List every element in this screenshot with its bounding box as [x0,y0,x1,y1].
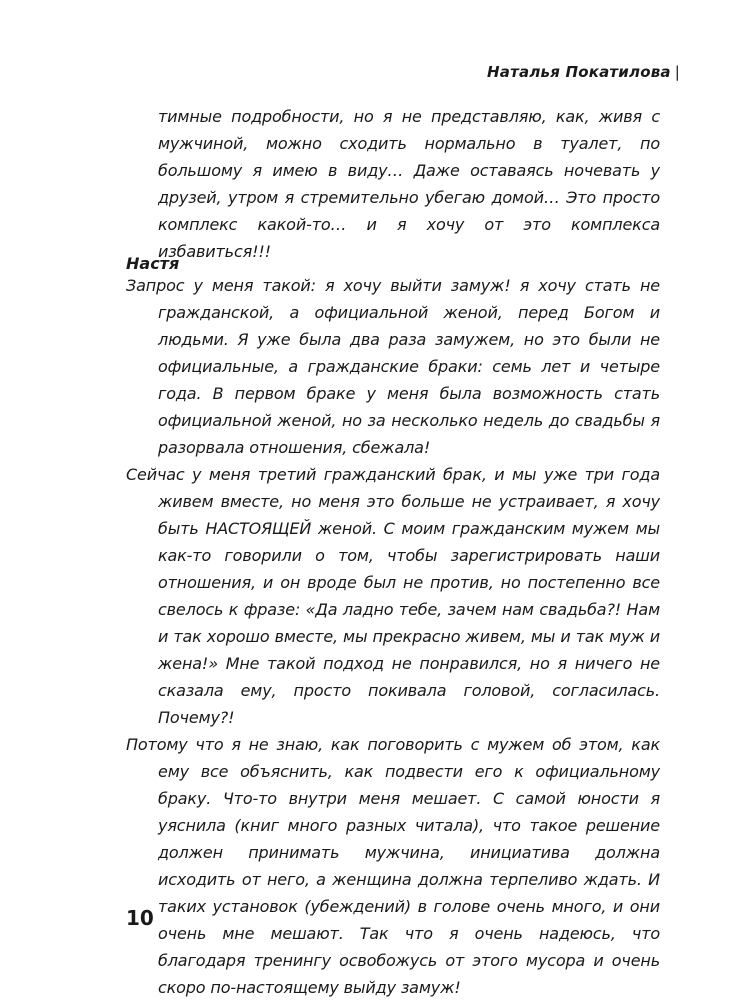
paragraph-2: Сейчас у меня третий гражданский брак, и мы уже три года живем вместе, но меня это больше не устраивает, я хочу быть НАСТОЯЩЕЙ женой. С моим гражданским мужем мы как-то говорили о том, чтобы зарегистрировать наши отношения, и он вроде был не против, но постепенно все свелось к фразе: «Да ладно тебе, зачем нам свадьба?! Нам и так хорошо вместе, мы прекрасно живем, мы и так муж и жена!» Мне такой подход не понравился, но я ничего не сказала ему, просто покивала головой, согласилась. Почему?! [126,465,660,727]
paragraph-3: Потому что я не знаю, как поговорить с мужем об этом, как ему все объяснить, как подвести его к официальному браку. Что-то внутри меня мешает. С самой юности я уяснила (книг много разных читала), что такое решение должен принимать мужчина, инициатива должна исходить от него, а женщина должна терпеливо ждать. И таких установок (убеждений) в голове очень много, и они очень мне мешают. Так что я очень надеюсь, что благодаря тренингу освобожусь от этого мусора и очень скоро по-настоящему выйду замуж! [126,735,660,997]
continuation-paragraph: тимные подробности, но я не представляю, как, живя с мужчиной, можно сходить нормально в туалет, по большому я имею в виду… Даже оставаясь ночевать у друзей, утром я стремительно убегаю домой… Это просто комплекс какой-то… и я хочу от это комплекса избавиться!!! [158,107,660,261]
running-head [487,63,680,81]
section-heading: Настя [126,254,180,273]
header-separator: | [674,63,680,81]
author-name: Наталья Покатилова [487,63,671,81]
continuation-block [126,103,660,265]
page-number: 10 [126,906,154,930]
section-body [126,272,660,1001]
paragraph-1: Запрос у меня такой: я хочу выйти замуж! я хочу стать не гражданской, а официальной женой, перед Богом и людьми. Я уже была два раза замужем, но это были не официальные, а гражданские браки: семь лет и четыре года. В первом браке у меня была возможность стать официальной женой, но за несколько недель до свадьбы я разорвала отношения, сбежала! [126,276,660,457]
